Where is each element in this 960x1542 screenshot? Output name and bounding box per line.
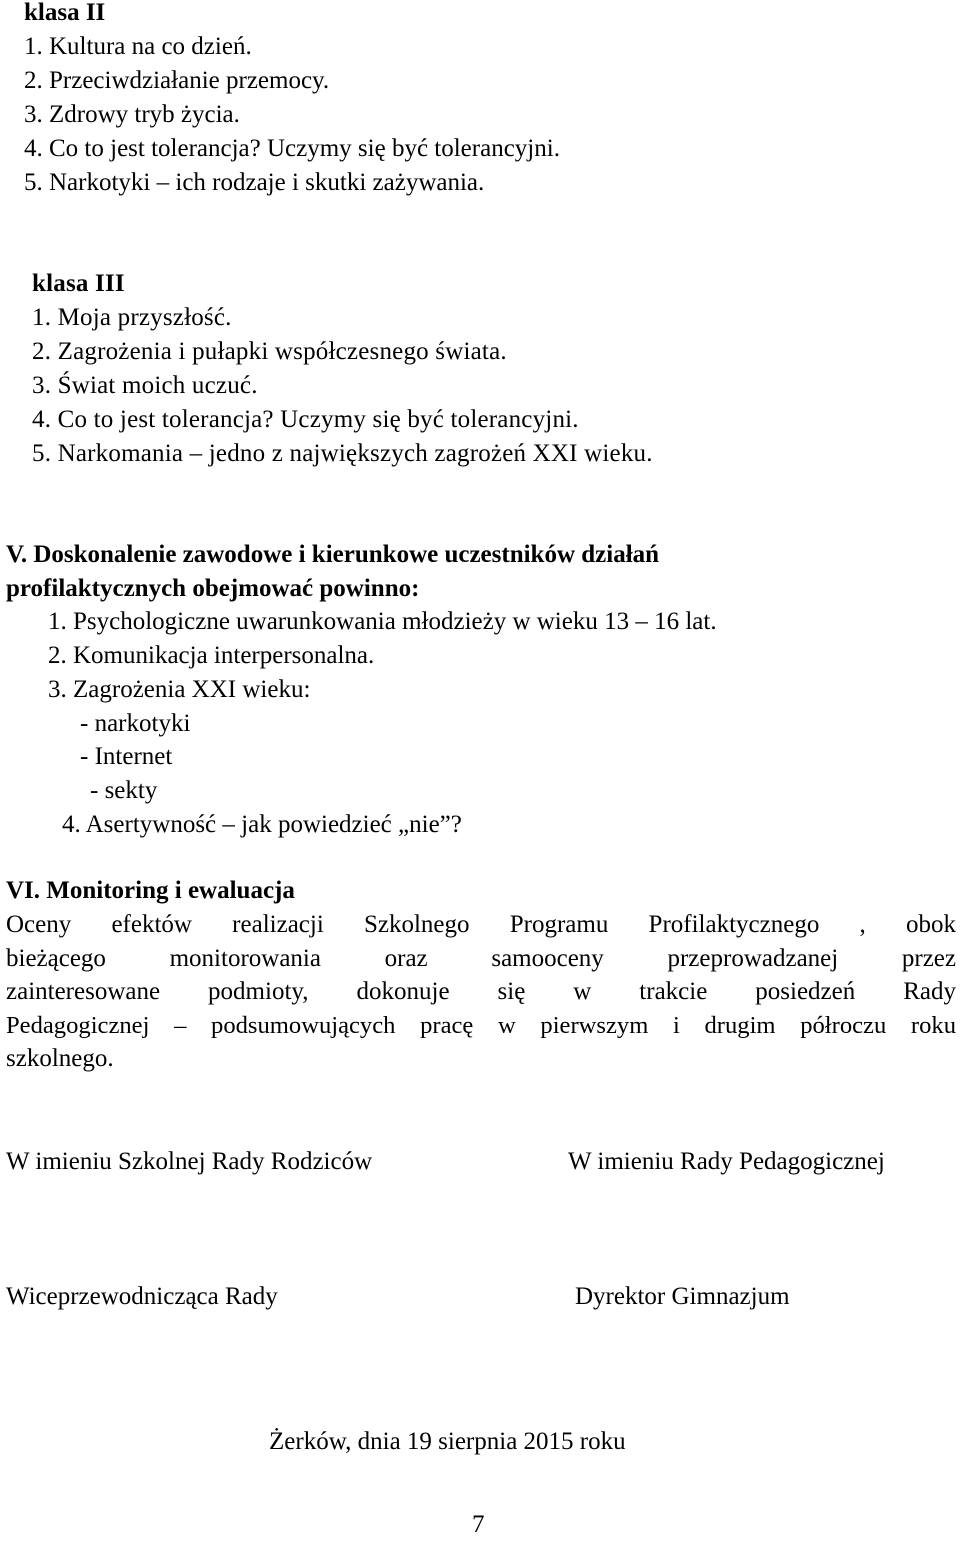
klasa3-item-4: 4. Co to jest tolerancja? Uczymy się być tolerancyjni. <box>32 406 579 433</box>
paragraph-line: zainteresowane podmioty, dokonuje się w trakcie posiedzeń Rady <box>6 978 956 1005</box>
klasa3-item-2: 2. Zagrożenia i pułapki współczesnego świata. <box>32 338 507 365</box>
paragraph-line: szkolnego. <box>6 1045 114 1072</box>
klasa2-item-1: 1. Kultura na co dzień. <box>24 33 252 60</box>
signature-director: Dyrektor Gimnazjum <box>575 1283 790 1310</box>
klasa3-heading: klasa III <box>32 270 125 297</box>
section-v-subitem-3: - sekty <box>90 777 158 804</box>
paragraph-line: Pedagogicznej – podsumowujących pracę w pierwszym i drugim półroczu roku <box>6 1011 956 1039</box>
signature-pedagogical-council: W imieniu Rady Pedagogicznej <box>568 1148 885 1175</box>
klasa2-heading: klasa II <box>24 0 106 26</box>
paragraph-line: bieżącego monitorowania oraz samooceny przeprowadzanej przez <box>6 944 956 972</box>
section-vi-paragraph <box>6 908 956 1076</box>
klasa3-item-5: 5. Narkomania – jedno z największych zagrożeń XXI wieku. <box>32 440 653 467</box>
section-vi-heading: VI. Monitoring i ewaluacja <box>6 877 295 904</box>
place-date: Żerków, dnia 19 sierpnia 2015 roku <box>269 1428 626 1455</box>
signature-parents-council: W imieniu Szkolnej Rady Rodziców <box>6 1148 373 1175</box>
section-v-subitem-2: - Internet <box>80 743 173 770</box>
klasa2-item-2: 2. Przeciwdziałanie przemocy. <box>24 67 330 94</box>
klasa3-item-1: 1. Moja przyszłość. <box>32 304 232 331</box>
klasa2-item-4: 4. Co to jest tolerancja? Uczymy się być tolerancyjni. <box>24 135 560 162</box>
klasa3-item-3: 3. Świat moich uczuć. <box>32 372 258 399</box>
signature-vice-chair: Wiceprzewodnicząca Rady <box>6 1283 278 1310</box>
page-number: 7 <box>472 1511 485 1538</box>
section-v-item-1: 1. Psychologiczne uwarunkowania młodzieży w wieku 13 – 16 lat. <box>48 608 717 635</box>
section-v-subitem-1: - narkotyki <box>80 710 191 737</box>
paragraph-line: Oceny efektów realizacji Szkolnego Programu Profilaktycznego , obok <box>6 911 956 938</box>
section-v-heading-line2: profilaktycznych obejmować powinno: <box>6 575 420 602</box>
klasa2-item-5: 5. Narkotyki – ich rodzaje i skutki zażywania. <box>24 169 485 196</box>
section-v-item-2: 2. Komunikacja interpersonalna. <box>48 642 375 669</box>
klasa2-item-3: 3. Zdrowy tryb życia. <box>24 101 240 128</box>
section-v-item-4: 4. Asertywność – jak powiedzieć „nie”? <box>62 811 462 838</box>
section-v-heading-line1: V. Doskonalenie zawodowe i kierunkowe uczestników działań <box>6 541 660 568</box>
section-v-item-3: 3. Zagrożenia XXI wieku: <box>48 676 311 703</box>
